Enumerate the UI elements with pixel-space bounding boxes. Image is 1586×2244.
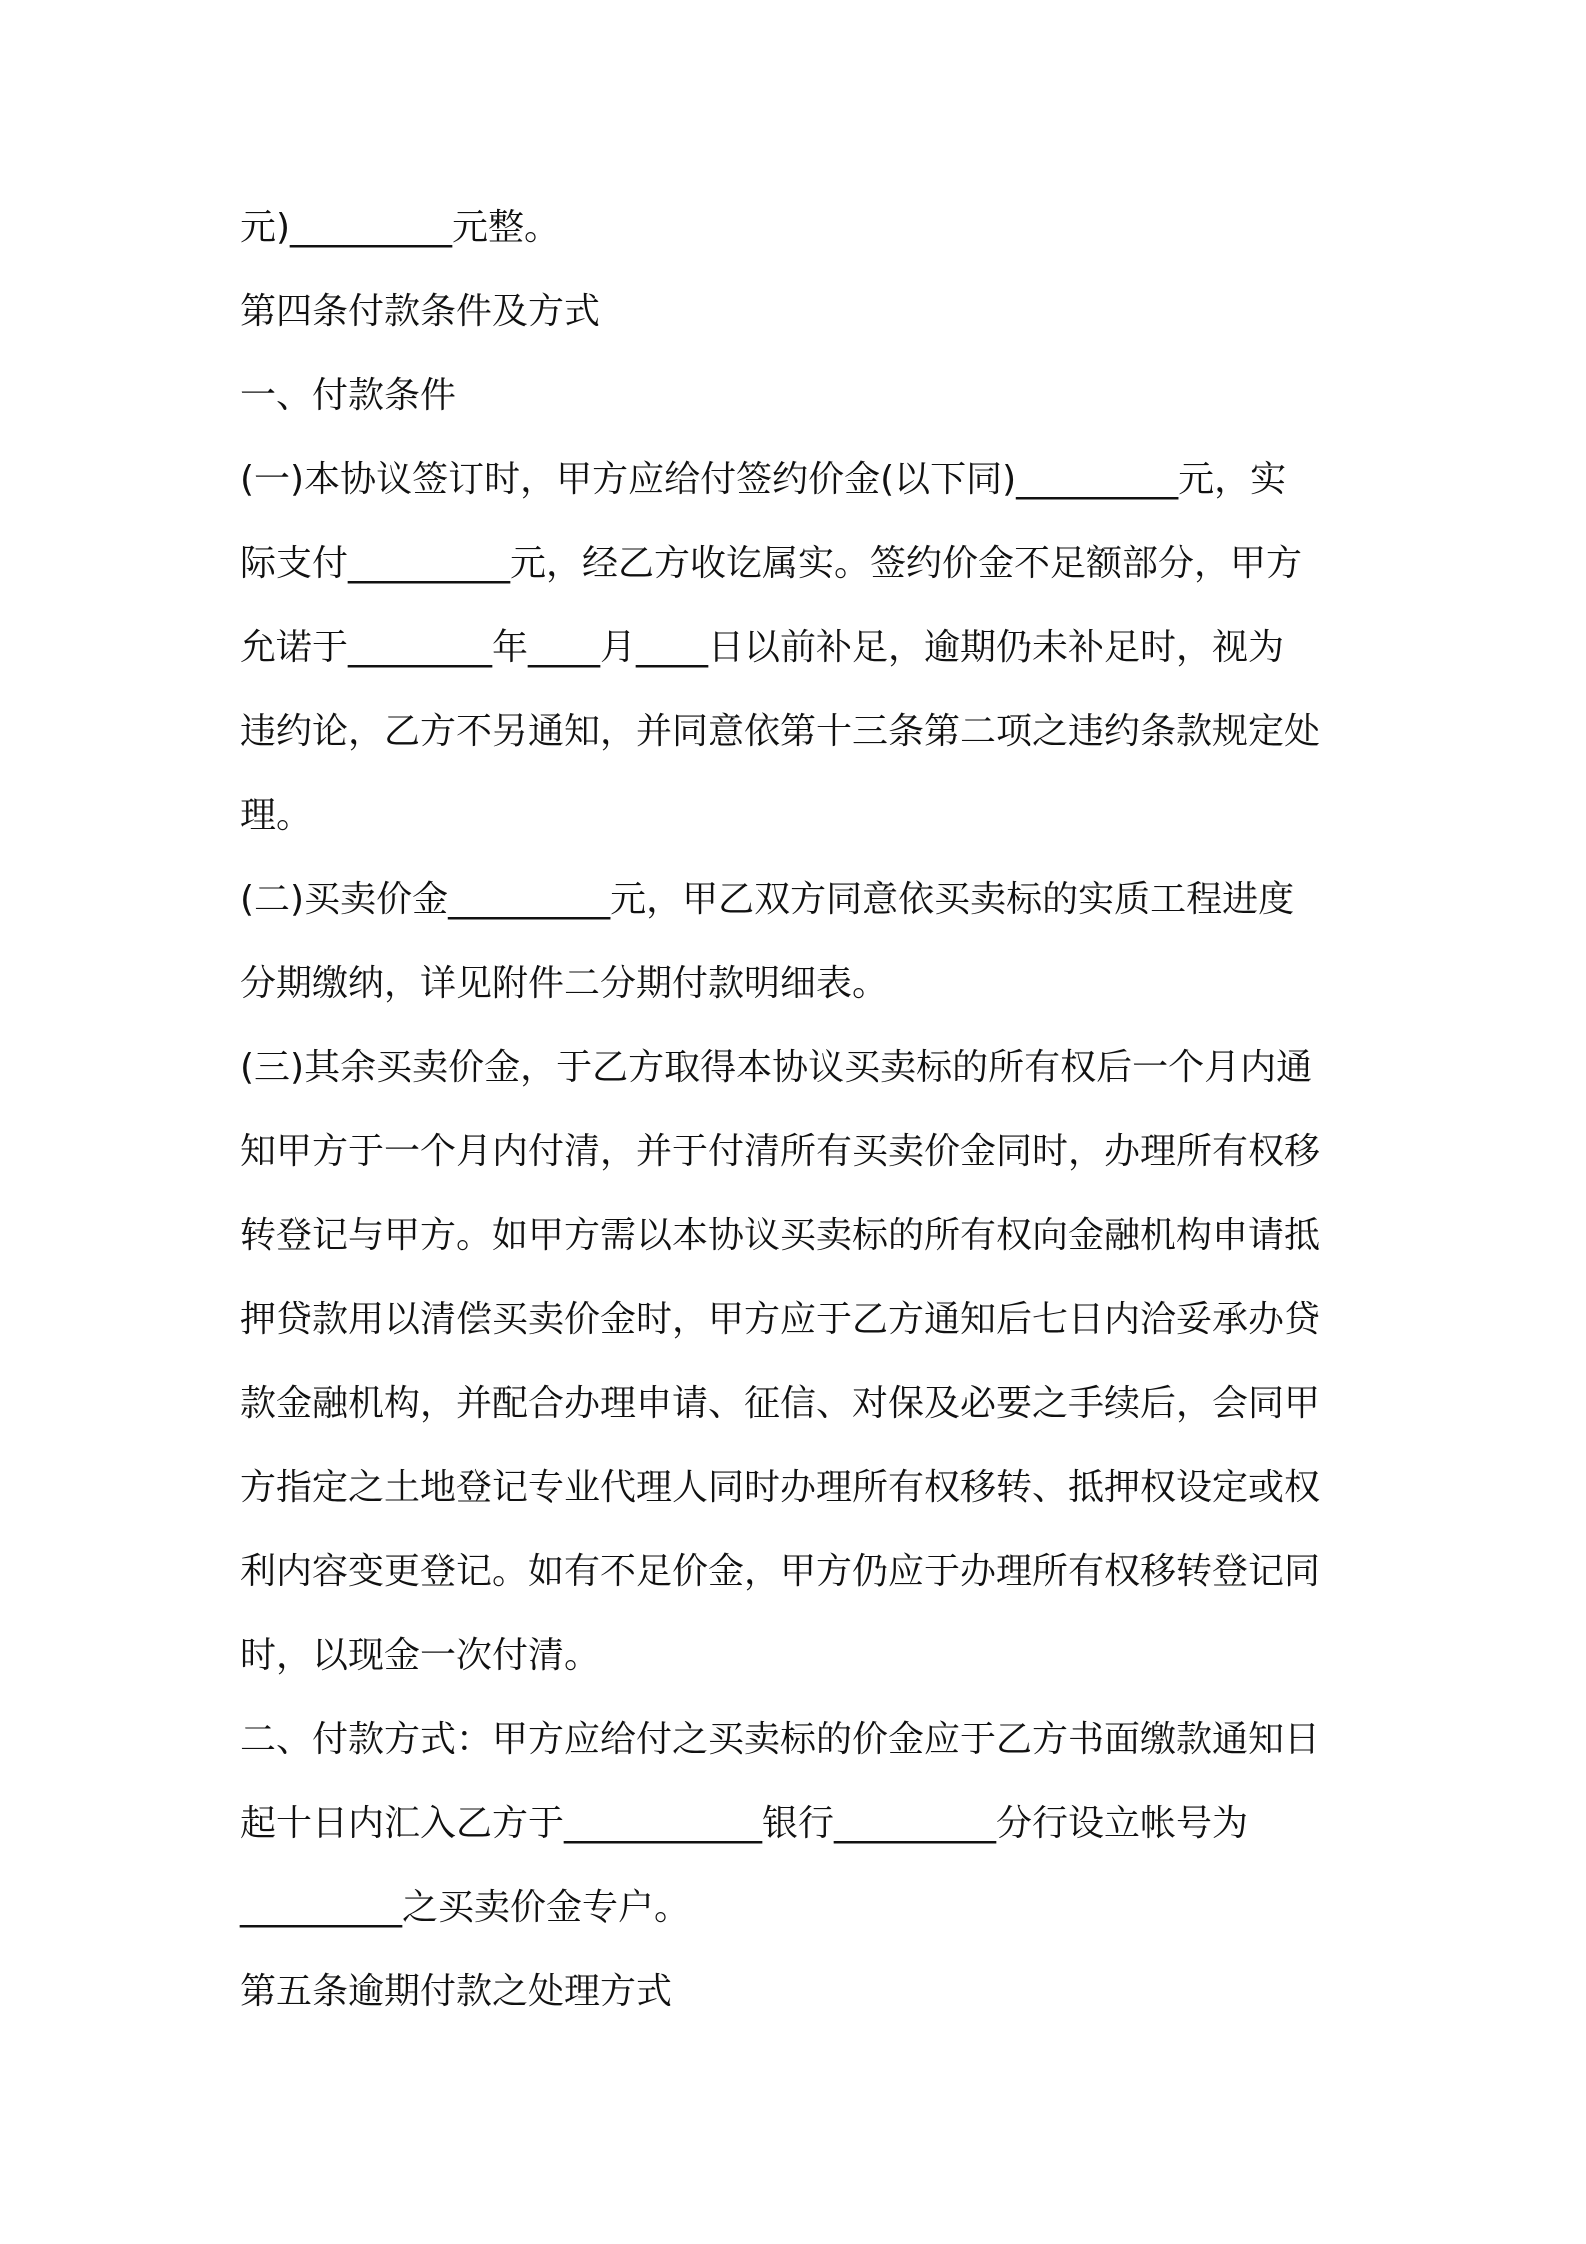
clause-3-line-6: 方指定之土地登记专业代理人同时办理所有权移转、抵押权设定或权 <box>240 1467 1321 1508</box>
clause-1-line-5: 理。 <box>240 795 313 836</box>
payment-method-line-3: _________之买卖价金专户。 <box>240 1887 691 1928</box>
clause-3-line-7: 利内容变更登记。如有不足价金，甲方仍应于办理所有权移转登记同 <box>240 1551 1321 1592</box>
payment-method-line-2: 起十日内汇入乙方于___________银行_________分行设立帐号为 <box>240 1803 1249 1844</box>
clause-1-line-1: (一)本协议签订时，甲方应给付签约价金(以下同)_________元，实 <box>240 459 1287 500</box>
clause-1-line-4: 违约论，乙方不另通知，并同意依第十三条第二项之违约条款规定处 <box>240 711 1321 752</box>
clause-3-line-4: 押贷款用以清偿买卖价金时，甲方应于乙方通知后七日内洽妥承办贷 <box>240 1299 1321 1340</box>
payment-conditions-heading: 一、付款条件 <box>240 375 457 416</box>
clause-3-line-3: 转登记与甲方。如甲方需以本协议买卖标的所有权向金融机构申请抵 <box>240 1215 1321 1256</box>
clause-3-line-2: 知甲方于一个月内付清，并于付清所有买卖价金同时，办理所有权移 <box>240 1131 1321 1172</box>
clause-1-line-2: 际支付_________元，经乙方收讫属实。签约价金不足额部分，甲方 <box>240 543 1303 584</box>
clause-1-line-3: 允诺于________年____月____日以前补足，逾期仍未补足时，视为 <box>240 627 1285 668</box>
clause-2-line-2: 分期缴纳，详见附件二分期付款明细表。 <box>240 963 889 1004</box>
article-5-heading: 第五条逾期付款之处理方式 <box>240 1971 673 2012</box>
payment-method-line-1: 二、付款方式：甲方应给付之买卖标的价金应于乙方书面缴款通知日 <box>240 1719 1321 1760</box>
clause-3-line-8: 时，以现金一次付清。 <box>240 1635 601 1676</box>
clause-2-line-1: (二)买卖价金_________元，甲乙双方同意依买卖标的实质工程进度 <box>240 879 1295 920</box>
article-4-heading: 第四条付款条件及方式 <box>240 291 601 332</box>
clause-3-line-1: (三)其余买卖价金，于乙方取得本协议买卖标的所有权后一个月内通 <box>240 1047 1313 1088</box>
text-line-balance-amount: 元)_________元整。 <box>240 207 561 248</box>
clause-3-line-5: 款金融机构，并配合办理申请、征信、对保及必要之手续后，会同甲 <box>240 1383 1321 1424</box>
